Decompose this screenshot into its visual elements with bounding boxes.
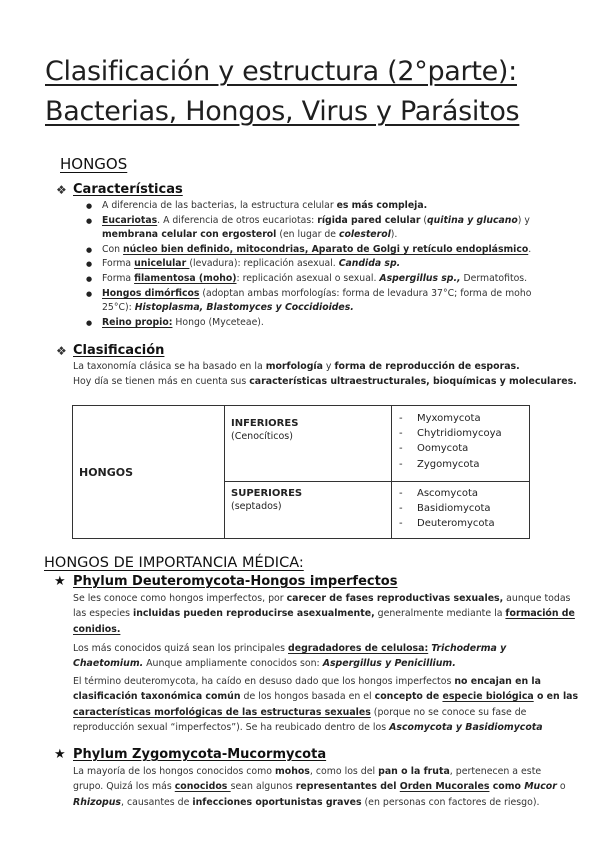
clasificacion-text: La taxonomía clásica se ha basado en la morfología y forma de reproducción de esporas. Hoy día se tienen más en cuenta sus características ultraestructurales, bioquímicas y moleculares. bbox=[73, 361, 577, 388]
caracteristicas-list bbox=[86, 199, 576, 330]
list-item: ● A diferencia de las bacterias, la estructura celular es más compleja. bbox=[86, 199, 576, 214]
deutero-paragraph-2: Los más conocidos quizá sean los principales degradadores de celulosa: Trichoderma y Chaetomium. Aunque ampliamente conocidos son: Aspergillus y Penicillium. bbox=[73, 643, 507, 670]
star-bullet-icon: ★ bbox=[54, 747, 66, 762]
caracteristicas-heading: Características bbox=[73, 182, 183, 197]
diamond-bullet-icon: ❖ bbox=[56, 183, 67, 197]
list-item: ● Hongos dimórficos (adoptan ambas morfologías: forma de levadura 37°C; forma de moho 25°C): Histoplasma, Blastomyces y Coccidioides. bbox=[86, 287, 576, 316]
list-item: - Zygomycota bbox=[392, 457, 529, 472]
classification-table bbox=[72, 405, 530, 539]
zygo-heading: Phylum Zygomycota-Mucormycota bbox=[73, 747, 327, 762]
zygo-paragraph: La mayoría de los hongos conocidos como mohos, como los del pan o la fruta, pertenecen a este grupo. Quizá los más conocidos sean algunos representantes del Orden Mucorales como Mucor o Rhizopus, causantes de infecciones oportunistas graves (en personas con factores de riesgo). bbox=[73, 766, 566, 808]
clasificacion-heading: Clasificación bbox=[73, 343, 165, 358]
page-title: Clasificación y estructura (2°parte): Bacterias, Hongos, Virus y Parásitos bbox=[45, 56, 520, 127]
list-item: - Basidiomycota bbox=[392, 501, 529, 516]
list-item: - Oomycota bbox=[392, 441, 529, 456]
diamond-bullet-icon: ❖ bbox=[56, 344, 67, 358]
list-item: ● Forma filamentosa (moho): replicación asexual o sexual. Aspergillus sp., Dermatofitos. bbox=[86, 272, 576, 287]
table-cell-inferiores: INFERIORES (Cenocíticos) bbox=[225, 406, 392, 482]
list-item: - Myxomycota bbox=[392, 411, 529, 426]
table-cell-inferiores-list bbox=[392, 406, 530, 482]
table-cell-superiores: SUPERIORES (septados) bbox=[225, 482, 392, 539]
table-cell-root: HONGOS bbox=[73, 406, 225, 539]
list-item: - Deuteromycota bbox=[392, 516, 529, 531]
list-item: ● Con núcleo bien definido, mitocondrias, Aparato de Golgi y retículo endoplásmico. bbox=[86, 243, 576, 258]
list-item: - Chytridiomycoya bbox=[392, 426, 529, 441]
deutero-paragraph-3: El término deuteromycota, ha caído en desuso dado que los hongos imperfectos no encajan en la clasificación taxonómica común de los hongos basada en el concepto de especie biológica o en las características morfológicas de las estructuras sexuales (porque no se conoce su fase de reproducción sexual “imperfectos”). Se ha reubicado dentro de los Ascomycota y Basidiomycota bbox=[73, 676, 579, 733]
deutero-paragraph-1: Se les conoce como hongos imperfectos, por carecer de fases reproductivas sexuales, aunque todas las especies incluidas pueden reproducirse asexualmente, generalmente mediante la formación de conidios. bbox=[73, 593, 575, 635]
importancia-heading: HONGOS DE IMPORTANCIA MÉDICA: bbox=[44, 555, 304, 571]
list-item: ● Eucariotas. A diferencia de otros eucariotas: rígida pared celular (quitina y glucano) y membrana celular con ergosterol (en lugar de colesterol). bbox=[86, 214, 576, 243]
deutero-heading: Phylum Deuteromycota-Hongos imperfectos bbox=[73, 574, 398, 589]
section-heading-hongos: HONGOS bbox=[60, 155, 128, 173]
star-bullet-icon: ★ bbox=[54, 574, 66, 589]
list-item: ● Forma unicelular (levadura): replicación asexual. Candida sp. bbox=[86, 257, 576, 272]
table-cell-superiores-list bbox=[392, 482, 530, 539]
list-item: ● Reino propio: Hongo (Myceteae). bbox=[86, 316, 576, 331]
list-item: - Ascomycota bbox=[392, 486, 529, 501]
